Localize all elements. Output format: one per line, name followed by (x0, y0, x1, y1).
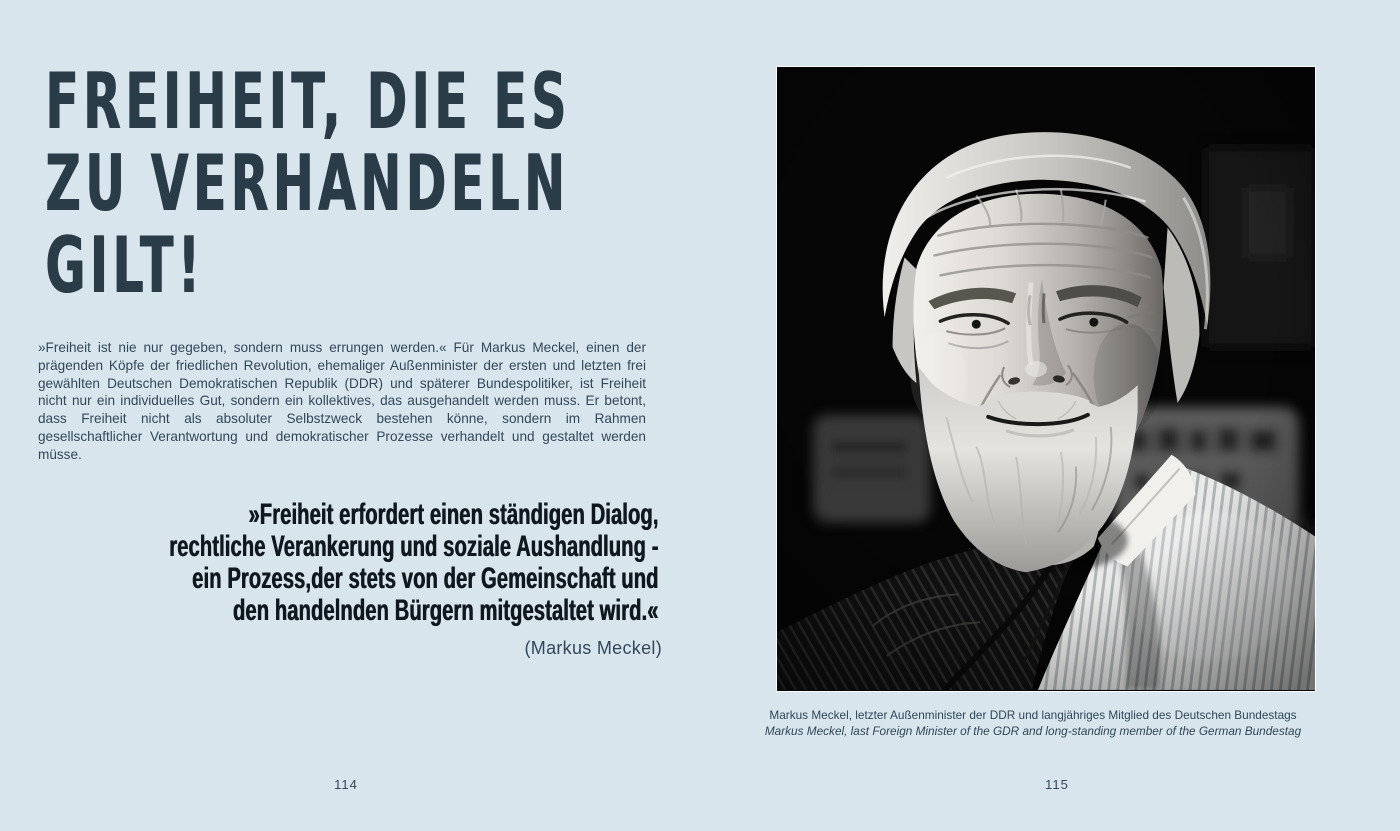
photo-caption-german: Markus Meckel, letzter Außenminister der DDR und langjähriges Mitglied des Deutschen Bundestags (769, 708, 1297, 722)
pull-quote (169, 499, 658, 627)
quote-attribution: (Markus Meckel) (524, 638, 662, 658)
headline-line-3: GILT! (45, 219, 205, 311)
intro-paragraph: »Freiheit ist nie nur gegeben, sondern muss errungen werden.« Für Markus Meckel, einen der prägenden Köpfe der friedlichen Revolution, ehemaliger Außenminister der ersten und letzten frei gewählten Deutschen Demokratischen Republik (DDR) und späterer Bundespolitiker, ist Freiheit nicht nur ein individuelles Gut, sondern ein kollektives, das ausgehandelt werden muss. Er betont, dass Freiheit nicht als absoluter Selbstzweck bestehen könne, sondern im Rahmen gesellschaftlicher Verantwortung und demokratischer Prozesse verhandelt und gestaltet werden müsse. (38, 340, 646, 462)
pull-quote-line-1: »Freiheit erfordert einen ständigen Dialog, (247, 498, 658, 531)
pull-quote-line-2: rechtliche Verankerung und soziale Aushandlung - (168, 530, 658, 563)
page-number-left: 114 (334, 777, 358, 792)
pull-quote-line-3: ein Prozess,der stets von der Gemeinschaft und (191, 562, 659, 595)
portrait-photo-art (777, 67, 1315, 691)
page-number-right: 115 (1045, 777, 1069, 792)
headline-line-1: FREIHEIT, DIE ES (45, 55, 571, 147)
photo-caption (763, 708, 1303, 739)
pull-quote-line-4: den handelnden Bürgern mitgestaltet wird.« (232, 594, 658, 627)
photo-caption-english: Markus Meckel, last Foreign Minister of the GDR and long-standing member of the German Bundestag (764, 723, 1302, 738)
headline-line-2: ZU VERHANDELN (45, 137, 570, 229)
portrait-photo (777, 67, 1315, 691)
